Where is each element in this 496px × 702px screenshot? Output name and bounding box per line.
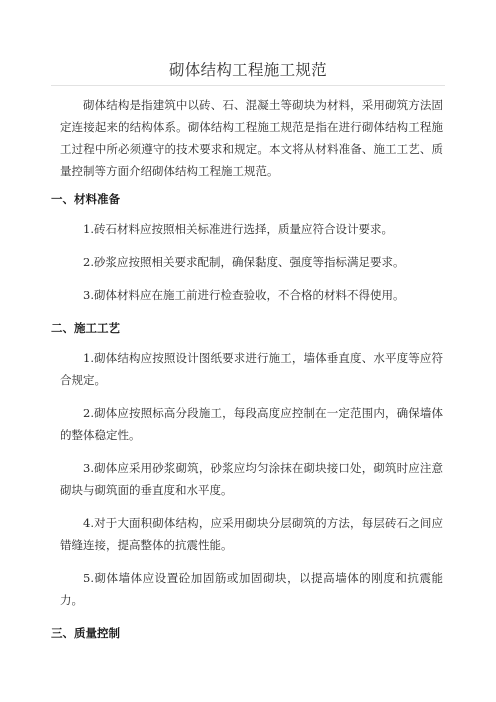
list-item: 2.砌体应按照标高分段施工，每段高度应控制在一定范围内，确保墙体的整体稳定性。 — [60, 406, 443, 442]
list-item: 3.砌体应采用砂浆砌筑，砂浆应均匀涂抹在砌块接口处，砌筑时应注意砌块与砌筑面的垂直度和水平度。 — [60, 461, 443, 497]
title-underline — [51, 85, 445, 86]
list-item: 3.砌体材料应在施工前进行检查验收，不合格的材料不得使用。 — [83, 288, 405, 302]
list-item: 4.对于大面积砌体结构，应采用砌块分层砌筑的方法，每层砖石之间应错缝连接，提高整体的抗震性能。 — [60, 516, 443, 552]
list-item: 1.砌体结构应按照设计图纸要求进行施工，墙体垂直度、水平度等应符合规定。 — [60, 351, 443, 387]
list-item: 1.砖石材料应按照相关标准进行选择，质量应符合设计要求。 — [83, 222, 393, 236]
section-heading-materials: 一、材料准备 — [51, 192, 120, 206]
section-heading-quality: 三、质量控制 — [51, 626, 120, 640]
list-item: 2.砂浆应按照相关要求配制，确保黏度、强度等指标满足要求。 — [83, 255, 405, 269]
document-title: 砌体结构工程施工规范 — [168, 61, 327, 79]
section-heading-process: 二、施工工艺 — [51, 321, 120, 335]
list-item: 5.砌体墙体应设置砼加固筋或加固砌块，以提高墙体的刚度和抗震能力。 — [60, 571, 443, 607]
intro-paragraph: 砌体结构是指建筑中以砖、石、混凝土等砌块为材料，采用砌筑方法固定连接起来的结构体系。砌体结构工程施工规范是指在进行砌体结构工程施工过程中所必须遵守的技术要求和规定。本文将从材料准备、施工工艺、质量控制等方面介绍砌体结构工程施工规范。 — [60, 98, 443, 178]
document-body — [51, 94, 443, 652]
